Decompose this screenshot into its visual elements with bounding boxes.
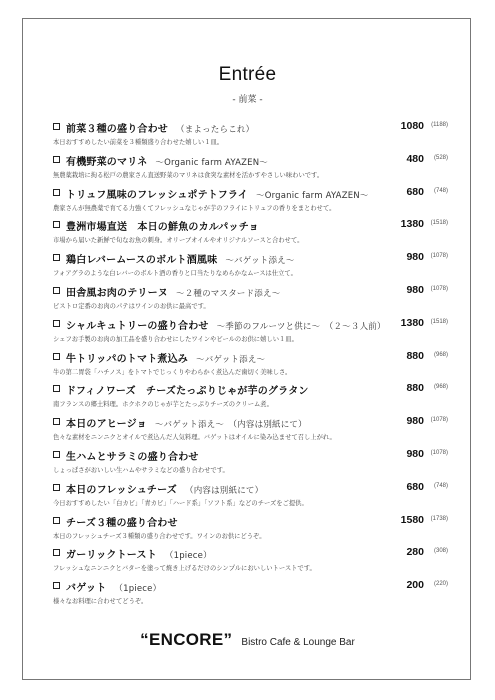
menu-item-price: 680 bbox=[406, 480, 424, 493]
menu-item-note: （1piece） bbox=[114, 584, 162, 595]
menu-item bbox=[53, 382, 448, 415]
menu-item-name: トリュフ風味のフレッシュポテトフライ ～Organic farm AYAZEN～ bbox=[66, 189, 369, 201]
checkbox-icon bbox=[53, 287, 60, 294]
menu-item-name: ドフィノワーズ チーズたっぷりじゃが芋のグラタン bbox=[66, 386, 309, 398]
menu-item-price: 880 bbox=[406, 349, 424, 362]
menu-item-price-tax: (1518) bbox=[430, 318, 448, 325]
checkbox-icon bbox=[53, 451, 60, 458]
menu-item-price-tax: (1078) bbox=[430, 285, 448, 292]
menu-item-description: 今日おすすめしたい「白カビ」「青カビ」「ハード系」「ソフト系」などのチーズをご提供。 bbox=[53, 499, 308, 507]
checkbox-icon bbox=[53, 385, 60, 392]
checkbox-icon bbox=[53, 254, 60, 261]
checkbox-icon bbox=[53, 484, 60, 491]
menu-item-price: 980 bbox=[406, 283, 424, 296]
menu-item bbox=[53, 448, 448, 481]
menu-item-description: 市場から届いた新鮮で旬なお魚の刺身。オリーブオイルやオリジナルソースと合わせて。 bbox=[53, 237, 304, 245]
menu-item-price: 1380 bbox=[400, 218, 424, 231]
menu-item-name: 豊洲市場直送 本日の鮮魚のカルパッチョ bbox=[66, 222, 259, 234]
menu-item-note: （内容は別紙にて） bbox=[185, 485, 264, 496]
menu-subtitle: - 前菜 - bbox=[232, 95, 263, 105]
menu-item-description: ビストロ定番のお肉のパテはワインのお供に最高です。 bbox=[53, 302, 210, 310]
menu-item-price: 480 bbox=[406, 152, 424, 165]
menu-item-name: バゲット （1piece） bbox=[66, 583, 162, 595]
menu-item bbox=[53, 317, 448, 350]
menu-item-price-tax: (220) bbox=[433, 581, 448, 588]
menu-item bbox=[53, 186, 448, 219]
menu-item bbox=[53, 415, 448, 448]
checkbox-icon bbox=[53, 549, 60, 556]
menu-item bbox=[53, 481, 448, 514]
menu-item-description: 本日のフレッシュチーズ３種類の盛り合わせです。ワインのお供にどうぞ。 bbox=[53, 532, 266, 540]
checkbox-icon bbox=[53, 517, 60, 524]
menu-item-price-tax: (528) bbox=[433, 154, 448, 161]
menu-item-price: 200 bbox=[406, 579, 424, 592]
checkbox-icon bbox=[53, 189, 60, 196]
menu-item bbox=[53, 120, 448, 153]
menu-item-description: 牛の第二胃袋「ハチノス」をトマトでじっくりやわらかく煮込んだ歯切く美味しさ。 bbox=[53, 368, 292, 376]
menu-item bbox=[53, 579, 448, 612]
menu-item-description: 色々な素材をニンニクとオイルで煮込んだ人気料理。バゲットはオイルに染み込ませて召し上がれ。 bbox=[53, 434, 336, 442]
menu-item-price-tax: (1738) bbox=[430, 515, 448, 522]
menu-item-note: （1piece） bbox=[164, 551, 212, 562]
menu-item-description: しょっぱさがおいしい生ハムやサラミなどの盛り合わせです。 bbox=[53, 466, 229, 474]
menu-item-price-tax: (1188) bbox=[431, 122, 448, 128]
menu-item-note: ～バゲット添え～ bbox=[225, 256, 295, 267]
menu-item-price: 880 bbox=[406, 382, 424, 395]
checkbox-icon bbox=[53, 123, 60, 130]
menu-item-name: 有機野菜のマリネ ～Organic farm AYAZEN～ bbox=[66, 156, 268, 168]
menu-item-name: 牛トリッパのトマト煮込み ～バゲット添え～ bbox=[66, 353, 266, 365]
menu-list bbox=[53, 120, 448, 612]
menu-item-name: 生ハムとサラミの盛り合わせ bbox=[66, 451, 199, 463]
menu-item-price-tax: (308) bbox=[433, 548, 448, 555]
checkbox-icon bbox=[53, 353, 60, 360]
menu-item-name: 本日のフレッシュチーズ （内容は別紙にて） bbox=[66, 484, 264, 496]
menu-item-price-tax: (1078) bbox=[430, 449, 448, 456]
menu-item bbox=[53, 350, 448, 383]
menu-item-note: ～バゲット添え～ （内容は別紙にて） bbox=[154, 420, 307, 431]
menu-item-name: 本日のアヒージョ ～バゲット添え～ （内容は別紙にて） bbox=[66, 419, 307, 431]
menu-item bbox=[53, 218, 448, 251]
menu-item bbox=[53, 514, 448, 547]
menu-item-price-tax: (1078) bbox=[430, 417, 448, 424]
menu-item-price: 980 bbox=[406, 447, 424, 460]
menu-item-name: シャルキュトリーの盛り合わせ ～季節のフルーツと供に～ （２～３人前） bbox=[66, 320, 386, 332]
menu-item-description: 南フランスの郷土料理。ホクホクのじゃが芋とたっぷりチーズのクリーム煮。 bbox=[53, 401, 273, 409]
menu-item-note: ～Organic farm AYAZEN～ bbox=[256, 190, 369, 201]
menu-item bbox=[53, 251, 448, 284]
menu-item-description: フレッシュなニンニクとバターを塗って焼き上げるだけのシンプルにおいしいトーストです。 bbox=[53, 565, 316, 573]
checkbox-icon bbox=[53, 320, 60, 327]
checkbox-icon bbox=[53, 582, 60, 589]
menu-item bbox=[53, 153, 448, 186]
menu-title: Entrée bbox=[218, 64, 277, 85]
checkbox-icon bbox=[53, 156, 60, 163]
menu-item-name: ガーリックトースト （1piece） bbox=[66, 550, 212, 562]
menu-item-price-tax: (968) bbox=[433, 384, 448, 391]
menu-item-price: 1080 bbox=[400, 120, 424, 132]
menu-item-note: ～Organic farm AYAZEN～ bbox=[155, 157, 268, 168]
brand-name: “ENCORE” bbox=[140, 630, 233, 649]
menu-item bbox=[53, 546, 448, 579]
menu-item-name: 田舎風お肉のテリーヌ ～２種のマスタード添え～ bbox=[66, 287, 281, 299]
menu-item-note: ～バゲット添え～ bbox=[196, 354, 266, 365]
menu-item-price: 1380 bbox=[400, 316, 424, 329]
menu-item-price-tax: (1518) bbox=[430, 220, 448, 227]
menu-item-description: 無農薬栽培に拘る松戸の農家さん直送野菜のマリネは食突な素材を活かすやさしい味わいです。 bbox=[53, 171, 324, 179]
checkbox-icon bbox=[53, 221, 60, 228]
footer bbox=[0, 630, 495, 650]
menu-item-description: 農家さんが無農薬で育てる力強くてフレッシュなじゃが芋のフライにトリュフの香りをまとわせて。 bbox=[53, 204, 336, 212]
menu-item-price-tax: (748) bbox=[433, 187, 448, 194]
menu-item-price-tax: (748) bbox=[433, 482, 448, 489]
brand-subtitle: Bistro Cafe & Lounge Bar bbox=[241, 637, 355, 648]
menu-item bbox=[53, 284, 448, 317]
menu-item-price: 280 bbox=[406, 546, 424, 559]
menu-item-description: シェフお手製のお肉の加工品を盛り合わせにしたワインやビールのお供に嬉しい１皿。 bbox=[53, 335, 298, 343]
menu-item-description: 様々なお料理に合わせてどうぞ。 bbox=[53, 598, 148, 606]
menu-item-price: 980 bbox=[406, 251, 424, 264]
menu-item-note: ～２種のマスタード添え～ bbox=[176, 288, 281, 299]
menu-item-name: 前菜３種の盛り合わせ （まよったらこれ） bbox=[66, 124, 255, 135]
menu-item-name: チーズ３種の盛り合わせ bbox=[66, 517, 178, 529]
menu-item-name: 鶏白レバームースのボルト酒風味 ～バゲット添え～ bbox=[66, 255, 295, 267]
menu-item-price-tax: (1078) bbox=[430, 253, 448, 260]
menu-item-price: 1580 bbox=[400, 513, 424, 526]
menu-item-note: （まよったらこれ） bbox=[176, 125, 255, 135]
menu-item-note: ～季節のフルーツと供に～ （２～３人前） bbox=[216, 321, 386, 332]
menu-item-description: フォアグラのような白レバーのボルト酒の香りと口当たりなめらかなムースは仕立て。 bbox=[53, 270, 297, 278]
menu-item-price: 680 bbox=[406, 185, 424, 198]
menu-item-price: 980 bbox=[406, 415, 424, 428]
menu-item-price-tax: (968) bbox=[433, 351, 448, 358]
checkbox-icon bbox=[53, 418, 60, 425]
menu-item-description: 本日おすすめしたい前菜を３種類盛り合わせた嬉しい１皿。 bbox=[53, 139, 224, 146]
